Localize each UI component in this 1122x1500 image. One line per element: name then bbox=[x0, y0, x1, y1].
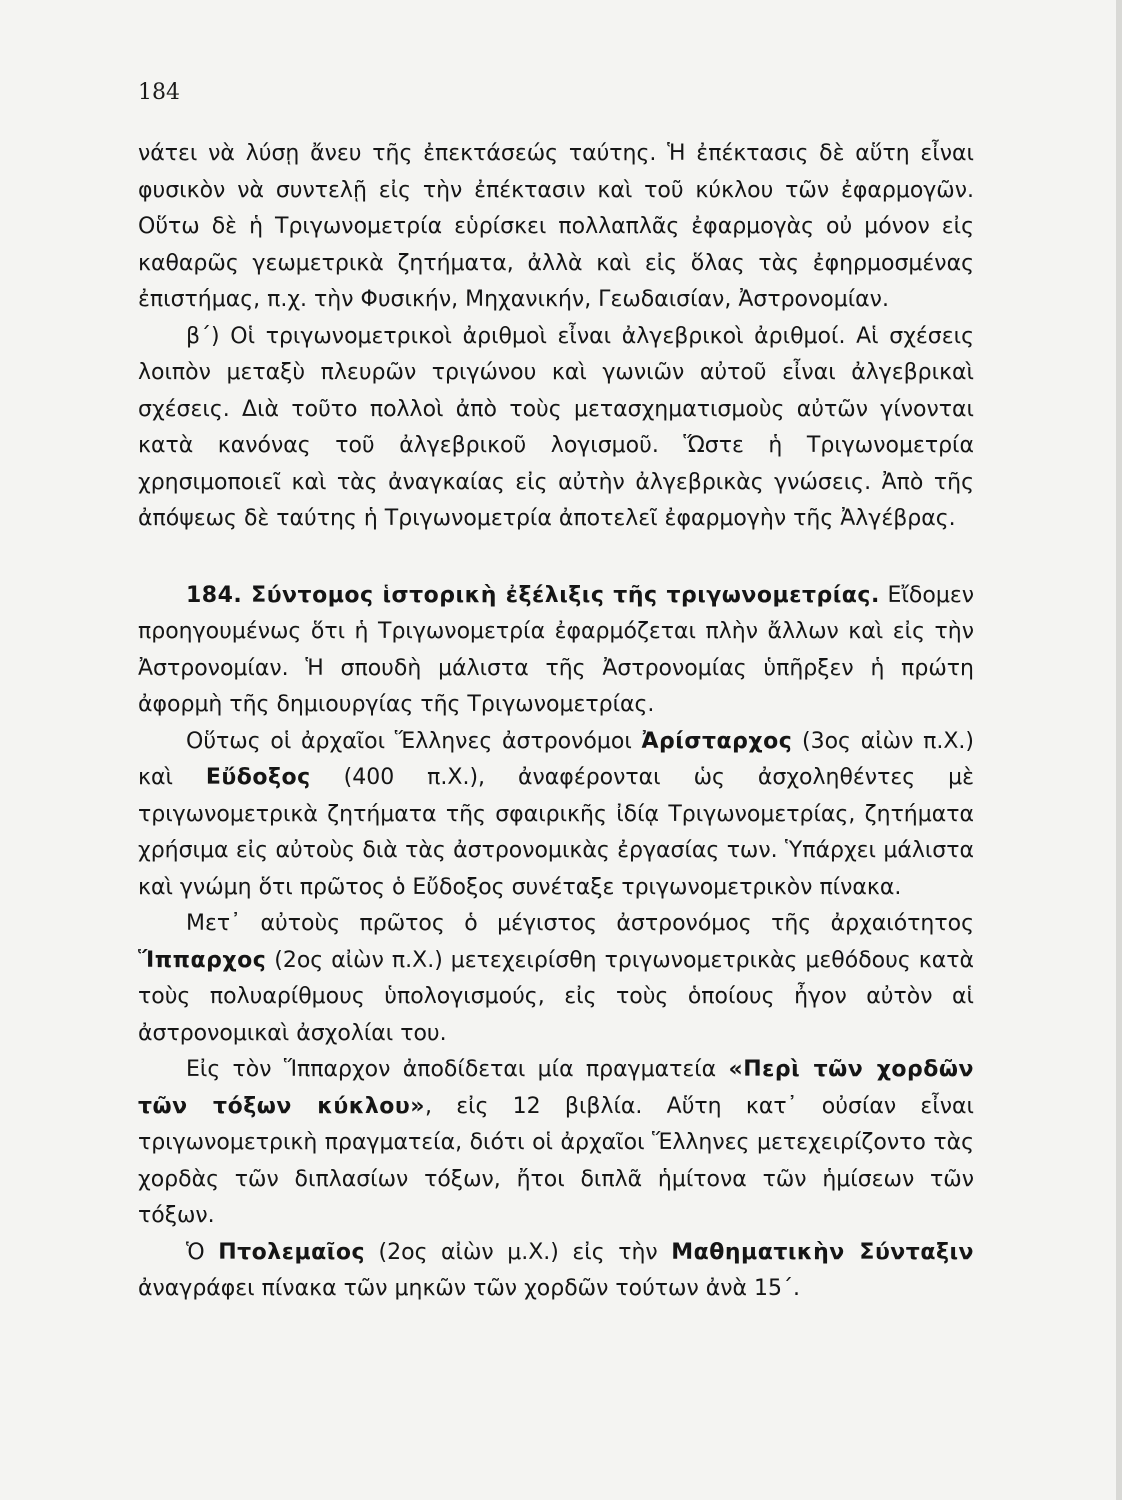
text-run: (2ος αἰὼν π.Χ.) μετεχειρίσθη τριγωνομετρικὰς μεθόδους κατὰ τοὺς πολυαρίθμους ὑπολογισμούς, εἰς τοὺς ὁποίους ἦγον αὐτὸν αἱ ἀστρονομικαὶ ἀσχολίαι του. bbox=[138, 947, 974, 1046]
paragraph-2: β΄) Οἱ τριγωνομετρικοὶ ἀριθμοὶ εἶναι ἀλγεβρικοὶ ἀριθμοί. Αἱ σχέσεις λοιπὸν μεταξὺ πλευρῶν τριγώνου καὶ γωνιῶν αὐτοῦ εἶναι ἀλγεβρικαὶ σχέσεις. Διὰ τοῦτο πολλοὶ ἀπὸ τοὺς μετασχηματισμοὺς αὐτῶν γίνονται κατὰ κανόνας τοῦ ἀλγεβρικοῦ λογισμοῦ. Ὥστε ἡ Τριγωνομετρία χρησιμοποιεῖ καὶ τὰς ἀναγκαίας εἰς αὐτὴν ἀλγεβρικὰς γνώσεις. Ἀπὸ τῆς ἀπόψεως δὲ ταύτης ἡ Τριγωνομετρία ἀποτελεῖ ἐφαρμογὴν τῆς Ἀλγέβρας. bbox=[138, 323, 974, 531]
section-intro-text: Εἴδομεν προηγουμένως ὅτι ἡ Τριγωνομετρία ἐφαρμόζεται πλὴν ἄλλων καὶ εἰς τὴν Ἀστρονομίαν. Ἡ σπουδὴ μάλιστα τῆς Ἀστρονομίας ὑπῆρξεν ἡ πρώτη ἀφορμὴ τῆς δημιουργίας τῆς Τριγωνομετρίας. bbox=[138, 582, 975, 717]
paragraph-1: νάτει νὰ λύσῃ ἄνευ τῆς ἐπεκτάσεώς ταύτης. Ἡ ἐπέκτασις δὲ αὕτη εἶναι φυσικὸν νὰ συντελῇ εἰς τὴν ἐπέκτασιν καὶ τοῦ κύκλου τῶν ἐφαρμογῶν. Οὕτω δὲ ἡ Τριγωνομετρία εὑρίσκει πολλαπλᾶς ἐφαρμογὰς οὐ μόνον εἰς καθαρῶς γεωμετρικὰ ζητήματα, ἀλλὰ καὶ εἰς ὅλας τὰς ἐφηρμοσμένας ἐπιστήμας, π.χ. τὴν Φυσικήν, Μηχανικήν, Γεωδαισίαν, Ἀστρονομίαν. bbox=[138, 141, 974, 312]
text-run: Οὕτως οἱ ἀρχαῖοι Ἕλληνες ἀστρονόμοι bbox=[186, 728, 642, 754]
text-run: (3ος αἰὼν π.Χ.) καὶ bbox=[138, 728, 974, 790]
name-eudoxus: Εὔδοξος bbox=[205, 765, 311, 790]
name-ptolemy: Πτολεμαῖος bbox=[218, 1239, 365, 1265]
text-run: (400 π.Χ.), ἀναφέρονται ὡς ἀσχοληθέντες μὲ τριγωνομετρικὰ ζητήματα τῆς σφαιρικῆς ἰδίᾳ Τριγωνομετρίας, ζητήματα χρήσιμα εἰς αὐτοὺς διὰ τὰς ἀστρονομικὰς ἐργασίας των. Ὑπάρχει μάλιστα καὶ γνώμη ὅτι πρῶτος ὁ Εὔδοξος συνέταξε τριγωνομετρικὸν πίνακα. bbox=[138, 765, 975, 900]
text-run: Μετ᾽ αὐτοὺς πρῶτος ὁ μέγιστος ἀστρονόμος τῆς ἀρχαιότητος bbox=[186, 911, 974, 936]
text-run: Εἰς τὸν Ἵππαρχον ἀποδίδεται μία πραγματεία bbox=[186, 1057, 729, 1082]
page-body bbox=[138, 136, 974, 1308]
paragraph-aristarchus-eudoxus bbox=[138, 724, 974, 907]
text-run: ἀναγράφει πίνακα τῶν μηκῶν τῶν χορδῶν τούτων ἀνὰ 15΄. bbox=[138, 1276, 801, 1301]
name-hipparchus: Ἵππαρχος bbox=[138, 947, 267, 973]
treatise-title: «Περὶ τῶν χορδῶν τῶν τόξων κύκλου» bbox=[138, 1057, 974, 1119]
page-edge bbox=[1116, 0, 1122, 1500]
name-aristarchus: Ἀρίσταρχος bbox=[641, 728, 793, 754]
text-run: , εἰς 12 βιβλία. Αὕτη κατ᾽ οὐσίαν εἶναι τριγωνομετρικὴ πραγματεία, διότι οἱ ἀρχαῖοι Ἕλληνες μετεχειρίζοντο τὰς χορδὰς τῶν διπλασίων τόξων, ἤτοι διπλᾶ ἡμίτονα τῶν ἡμίσεων τῶν τόξων. bbox=[138, 1093, 974, 1228]
work-title-syntaxis: Μαθηματικὴν Σύνταξιν bbox=[671, 1239, 975, 1265]
page-number: 184 bbox=[138, 80, 180, 105]
text-run: (2ος αἰὼν μ.Χ.) εἰς τὴν bbox=[364, 1239, 672, 1265]
paragraph-ptolemy bbox=[138, 1235, 974, 1308]
paragraph-hipparchus bbox=[138, 906, 974, 1052]
paragraph-chords-treatise bbox=[138, 1052, 974, 1235]
section-184-paragraph bbox=[138, 578, 974, 724]
text-run: Ὁ bbox=[186, 1239, 219, 1265]
section-heading: 184. Σύντομος ἱστορικὴ ἐξέλιξις τῆς τριγωνομετρίας. bbox=[186, 582, 880, 608]
